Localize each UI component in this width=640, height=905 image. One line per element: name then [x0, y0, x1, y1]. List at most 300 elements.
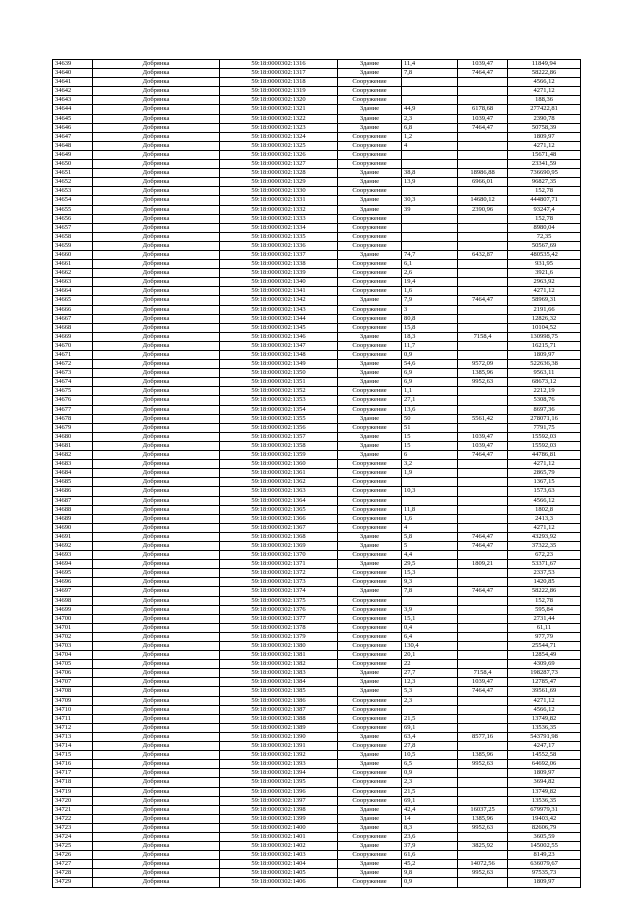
locality-cell: Добрянка — [93, 469, 220, 478]
locality-cell: Добрянка — [93, 341, 220, 350]
area-cell: 7,9 — [402, 296, 458, 305]
row-number-cell: 34692 — [53, 541, 93, 550]
row-number-cell: 34721 — [53, 805, 93, 814]
object-type-cell: Сооружение — [338, 696, 402, 705]
area-cell: 27,8 — [402, 742, 458, 751]
locality-cell: Добрянка — [93, 587, 220, 596]
cadastral-number-cell: 59:18:0000302:1343 — [220, 305, 338, 314]
cadastral-number-cell: 59:18:0000302:1338 — [220, 260, 338, 269]
object-type-cell: Сооружение — [338, 787, 402, 796]
row-number-cell: 34703 — [53, 642, 93, 651]
locality-cell: Добрянка — [93, 314, 220, 323]
area-cell: 21,5 — [402, 714, 458, 723]
unit-value-cell: 7464,47 — [458, 532, 508, 541]
locality-cell: Добрянка — [93, 378, 220, 387]
table-row — [53, 351, 581, 360]
registry-table-page — [52, 59, 580, 888]
area-cell: 15,3 — [402, 569, 458, 578]
row-number-cell: 34728 — [53, 869, 93, 878]
area-cell — [402, 496, 458, 505]
row-number-cell: 34663 — [53, 278, 93, 287]
table-row — [53, 260, 581, 269]
table-row — [53, 478, 581, 487]
row-number-cell: 34639 — [53, 60, 93, 69]
unit-value-cell: 7464,47 — [458, 123, 508, 132]
row-number-cell: 34690 — [53, 523, 93, 532]
registry-table — [52, 59, 581, 888]
unit-value-cell: 16037,25 — [458, 805, 508, 814]
row-number-cell: 34677 — [53, 405, 93, 414]
cadastral-value-cell: 44786,81 — [508, 451, 581, 460]
cadastral-number-cell: 59:18:0000302:1331 — [220, 196, 338, 205]
area-cell: 63,4 — [402, 732, 458, 741]
cadastral-value-cell: 58222,86 — [508, 587, 581, 596]
cadastral-number-cell: 59:18:0000302:1362 — [220, 478, 338, 487]
area-cell: 4 — [402, 523, 458, 532]
area-cell: 69,1 — [402, 796, 458, 805]
object-type-cell: Здание — [338, 414, 402, 423]
table-row — [53, 396, 581, 405]
area-cell: 1,9 — [402, 469, 458, 478]
cadastral-number-cell: 59:18:0000302:1377 — [220, 614, 338, 623]
cadastral-value-cell: 43293,92 — [508, 532, 581, 541]
area-cell: 42,4 — [402, 805, 458, 814]
table-row — [53, 769, 581, 778]
row-number-cell: 34687 — [53, 496, 93, 505]
cadastral-value-cell: 4247,17 — [508, 742, 581, 751]
object-type-cell: Здание — [338, 805, 402, 814]
row-number-cell: 34727 — [53, 860, 93, 869]
cadastral-value-cell: 10104,52 — [508, 323, 581, 332]
cadastral-number-cell: 59:18:0000302:1337 — [220, 250, 338, 259]
object-type-cell: Сооружение — [338, 778, 402, 787]
area-cell: 39 — [402, 205, 458, 214]
cadastral-number-cell: 59:18:0000302:1329 — [220, 178, 338, 187]
cadastral-value-cell: 14552,58 — [508, 751, 581, 760]
object-type-cell: Здание — [338, 178, 402, 187]
table-row — [53, 169, 581, 178]
locality-cell: Добрянка — [93, 541, 220, 550]
object-type-cell: Сооружение — [338, 769, 402, 778]
unit-value-cell — [458, 660, 508, 669]
row-number-cell: 34697 — [53, 587, 93, 596]
object-type-cell: Сооружение — [338, 514, 402, 523]
cadastral-number-cell: 59:18:0000302:1352 — [220, 387, 338, 396]
cadastral-value-cell: 97535,73 — [508, 869, 581, 878]
object-type-cell: Сооружение — [338, 314, 402, 323]
cadastral-number-cell: 59:18:0000302:1392 — [220, 751, 338, 760]
table-row — [53, 196, 581, 205]
row-number-cell: 34688 — [53, 505, 93, 514]
row-number-cell: 34644 — [53, 105, 93, 114]
unit-value-cell: 6966,01 — [458, 178, 508, 187]
cadastral-number-cell: 59:18:0000302:1347 — [220, 341, 338, 350]
cadastral-number-cell: 59:18:0000302:1321 — [220, 105, 338, 114]
cadastral-value-cell: 37322,35 — [508, 541, 581, 550]
locality-cell: Добрянка — [93, 296, 220, 305]
cadastral-value-cell: 736690,95 — [508, 169, 581, 178]
row-number-cell: 34674 — [53, 378, 93, 387]
area-cell: 9,3 — [402, 578, 458, 587]
row-number-cell: 34714 — [53, 742, 93, 751]
unit-value-cell — [458, 742, 508, 751]
unit-value-cell — [458, 87, 508, 96]
object-type-cell: Здание — [338, 687, 402, 696]
row-number-cell: 34660 — [53, 250, 93, 259]
cadastral-value-cell: 152,78 — [508, 187, 581, 196]
cadastral-value-cell: 4271,12 — [508, 87, 581, 96]
cadastral-value-cell: 72,35 — [508, 232, 581, 241]
table-row — [53, 269, 581, 278]
cadastral-number-cell: 59:18:0000302:1365 — [220, 505, 338, 514]
table-row — [53, 278, 581, 287]
cadastral-number-cell: 59:18:0000302:1386 — [220, 696, 338, 705]
object-type-cell: Здание — [338, 587, 402, 596]
cadastral-number-cell: 59:18:0000302:1370 — [220, 551, 338, 560]
unit-value-cell — [458, 341, 508, 350]
cadastral-number-cell: 59:18:0000302:1390 — [220, 732, 338, 741]
unit-value-cell — [458, 778, 508, 787]
locality-cell: Добрянка — [93, 60, 220, 69]
object-type-cell: Сооружение — [338, 232, 402, 241]
area-cell: 15 — [402, 441, 458, 450]
area-cell: 20,1 — [402, 651, 458, 660]
cadastral-number-cell: 59:18:0000302:1323 — [220, 123, 338, 132]
area-cell: 27,7 — [402, 669, 458, 678]
area-cell: 15,1 — [402, 614, 458, 623]
object-type-cell: Сооружение — [338, 505, 402, 514]
object-type-cell: Здание — [338, 105, 402, 114]
object-type-cell: Здание — [338, 296, 402, 305]
row-number-cell: 34682 — [53, 451, 93, 460]
cadastral-value-cell: 130998,75 — [508, 332, 581, 341]
table-row — [53, 678, 581, 687]
locality-cell: Добрянка — [93, 451, 220, 460]
cadastral-number-cell: 59:18:0000302:1355 — [220, 414, 338, 423]
unit-value-cell — [458, 96, 508, 105]
object-type-cell: Здание — [338, 205, 402, 214]
area-cell: 1,6 — [402, 514, 458, 523]
cadastral-value-cell: 13536,35 — [508, 723, 581, 732]
locality-cell: Добрянка — [93, 87, 220, 96]
cadastral-value-cell: 68673,12 — [508, 378, 581, 387]
cadastral-value-cell: 12826,32 — [508, 314, 581, 323]
table-row — [53, 842, 581, 851]
cadastral-value-cell: 7791,75 — [508, 423, 581, 432]
object-type-cell: Здание — [338, 332, 402, 341]
table-row — [53, 160, 581, 169]
object-type-cell: Сооружение — [338, 423, 402, 432]
object-type-cell: Здание — [338, 114, 402, 123]
unit-value-cell: 9952,63 — [458, 869, 508, 878]
cadastral-value-cell: 152,78 — [508, 596, 581, 605]
cadastral-number-cell: 59:18:0000302:1381 — [220, 651, 338, 660]
cadastral-number-cell: 59:18:0000302:1360 — [220, 460, 338, 469]
cadastral-number-cell: 59:18:0000302:1373 — [220, 578, 338, 587]
locality-cell: Добрянка — [93, 669, 220, 678]
row-number-cell: 34670 — [53, 341, 93, 350]
table-row — [53, 360, 581, 369]
locality-cell: Добрянка — [93, 223, 220, 232]
cadastral-number-cell: 59:18:0000302:1404 — [220, 860, 338, 869]
row-number-cell: 34707 — [53, 678, 93, 687]
row-number-cell: 34672 — [53, 360, 93, 369]
locality-cell: Добрянка — [93, 232, 220, 241]
area-cell: 69,1 — [402, 723, 458, 732]
table-row — [53, 87, 581, 96]
cadastral-number-cell: 59:18:0000302:1353 — [220, 396, 338, 405]
object-type-cell: Сооружение — [338, 241, 402, 250]
cadastral-value-cell: 1367,15 — [508, 478, 581, 487]
unit-value-cell — [458, 405, 508, 414]
row-number-cell: 34706 — [53, 669, 93, 678]
object-type-cell: Здание — [338, 60, 402, 69]
locality-cell: Добрянка — [93, 78, 220, 87]
cadastral-number-cell: 59:18:0000302:1335 — [220, 232, 338, 241]
unit-value-cell — [458, 769, 508, 778]
cadastral-number-cell: 59:18:0000302:1405 — [220, 869, 338, 878]
table-row — [53, 441, 581, 450]
locality-cell: Добрянка — [93, 778, 220, 787]
unit-value-cell — [458, 260, 508, 269]
row-number-cell: 34705 — [53, 660, 93, 669]
unit-value-cell: 1039,47 — [458, 678, 508, 687]
cadastral-number-cell: 59:18:0000302:1391 — [220, 742, 338, 751]
locality-cell: Добрянка — [93, 696, 220, 705]
locality-cell: Добрянка — [93, 432, 220, 441]
table-row — [53, 369, 581, 378]
unit-value-cell — [458, 496, 508, 505]
object-type-cell: Здание — [338, 360, 402, 369]
area-cell: 8,3 — [402, 823, 458, 832]
unit-value-cell: 2390,96 — [458, 205, 508, 214]
cadastral-value-cell: 11849,94 — [508, 60, 581, 69]
cadastral-value-cell: 82606,79 — [508, 823, 581, 832]
object-type-cell: Здание — [338, 441, 402, 450]
object-type-cell: Здание — [338, 451, 402, 460]
row-number-cell: 34718 — [53, 778, 93, 787]
row-number-cell: 34712 — [53, 723, 93, 732]
object-type-cell: Здание — [338, 432, 402, 441]
locality-cell: Добрянка — [93, 723, 220, 732]
area-cell: 2,3 — [402, 696, 458, 705]
object-type-cell: Здание — [338, 560, 402, 569]
area-cell — [402, 78, 458, 87]
area-cell: 10,3 — [402, 487, 458, 496]
object-type-cell: Сооружение — [338, 187, 402, 196]
table-row — [53, 514, 581, 523]
table-row — [53, 287, 581, 296]
unit-value-cell — [458, 269, 508, 278]
table-row — [53, 387, 581, 396]
table-row — [53, 414, 581, 423]
table-row — [53, 878, 581, 887]
area-cell: 12,3 — [402, 678, 458, 687]
locality-cell: Добрянка — [93, 278, 220, 287]
locality-cell: Добрянка — [93, 623, 220, 632]
cadastral-number-cell: 59:18:0000302:1327 — [220, 160, 338, 169]
area-cell: 7,8 — [402, 587, 458, 596]
unit-value-cell — [458, 523, 508, 532]
unit-value-cell: 7158,4 — [458, 332, 508, 341]
table-row — [53, 869, 581, 878]
object-type-cell: Сооружение — [338, 387, 402, 396]
row-number-cell: 34655 — [53, 205, 93, 214]
object-type-cell: Здание — [338, 842, 402, 851]
cadastral-number-cell: 59:18:0000302:1318 — [220, 78, 338, 87]
table-row — [53, 860, 581, 869]
table-row — [53, 551, 581, 560]
locality-cell: Добрянка — [93, 569, 220, 578]
cadastral-number-cell: 59:18:0000302:1322 — [220, 114, 338, 123]
cadastral-value-cell: 4566,12 — [508, 705, 581, 714]
unit-value-cell: 7464,47 — [458, 69, 508, 78]
object-type-cell: Сооружение — [338, 87, 402, 96]
cadastral-number-cell: 59:18:0000302:1351 — [220, 378, 338, 387]
object-type-cell: Сооружение — [338, 496, 402, 505]
cadastral-value-cell: 1420,85 — [508, 578, 581, 587]
table-row — [53, 432, 581, 441]
object-type-cell: Сооружение — [338, 851, 402, 860]
cadastral-value-cell: 636079,67 — [508, 860, 581, 869]
table-row — [53, 469, 581, 478]
locality-cell: Добрянка — [93, 387, 220, 396]
unit-value-cell — [458, 150, 508, 159]
cadastral-number-cell: 59:18:0000302:1354 — [220, 405, 338, 414]
cadastral-number-cell: 59:18:0000302:1348 — [220, 351, 338, 360]
object-type-cell: Сооружение — [338, 269, 402, 278]
table-row — [53, 605, 581, 614]
cadastral-number-cell: 59:18:0000302:1359 — [220, 451, 338, 460]
object-type-cell: Сооружение — [338, 278, 402, 287]
cadastral-value-cell: 543791,98 — [508, 732, 581, 741]
locality-cell: Добрянка — [93, 651, 220, 660]
cadastral-number-cell: 59:18:0000302:1367 — [220, 523, 338, 532]
locality-cell: Добрянка — [93, 578, 220, 587]
area-cell: 11,8 — [402, 505, 458, 514]
unit-value-cell — [458, 460, 508, 469]
area-cell: 23,6 — [402, 832, 458, 841]
unit-value-cell — [458, 487, 508, 496]
unit-value-cell — [458, 614, 508, 623]
cadastral-number-cell: 59:18:0000302:1403 — [220, 851, 338, 860]
object-type-cell: Сооружение — [338, 596, 402, 605]
cadastral-value-cell: 50567,69 — [508, 241, 581, 250]
row-number-cell: 34717 — [53, 769, 93, 778]
area-cell: 30,3 — [402, 196, 458, 205]
unit-value-cell — [458, 642, 508, 651]
area-cell: 6 — [402, 451, 458, 460]
cadastral-value-cell: 53371,67 — [508, 560, 581, 569]
cadastral-value-cell: 8149,23 — [508, 851, 581, 860]
table-row — [53, 778, 581, 787]
unit-value-cell: 3825,92 — [458, 842, 508, 851]
table-row — [53, 814, 581, 823]
area-cell: 29,5 — [402, 560, 458, 569]
cadastral-number-cell: 59:18:0000302:1375 — [220, 596, 338, 605]
row-number-cell: 34678 — [53, 414, 93, 423]
unit-value-cell: 9952,63 — [458, 760, 508, 769]
cadastral-number-cell: 59:18:0000302:1368 — [220, 532, 338, 541]
cadastral-value-cell: 13749,82 — [508, 787, 581, 796]
unit-value-cell — [458, 632, 508, 641]
cadastral-number-cell: 59:18:0000302:1400 — [220, 823, 338, 832]
area-cell: 37,9 — [402, 842, 458, 851]
cadastral-number-cell: 59:18:0000302:1317 — [220, 69, 338, 78]
unit-value-cell — [458, 160, 508, 169]
object-type-cell: Сооружение — [338, 223, 402, 232]
area-cell: 13,9 — [402, 178, 458, 187]
table-row — [53, 232, 581, 241]
cadastral-value-cell: 444807,71 — [508, 196, 581, 205]
object-type-cell: Здание — [338, 823, 402, 832]
object-type-cell: Сооружение — [338, 569, 402, 578]
cadastral-number-cell: 59:18:0000302:1383 — [220, 669, 338, 678]
area-cell: 6,9 — [402, 369, 458, 378]
object-type-cell: Сооружение — [338, 160, 402, 169]
locality-cell: Добрянка — [93, 105, 220, 114]
table-row — [53, 451, 581, 460]
row-number-cell: 34645 — [53, 114, 93, 123]
cadastral-value-cell: 25544,71 — [508, 642, 581, 651]
table-row — [53, 105, 581, 114]
row-number-cell: 34669 — [53, 332, 93, 341]
object-type-cell: Здание — [338, 760, 402, 769]
object-type-cell: Сооружение — [338, 260, 402, 269]
cadastral-number-cell: 59:18:0000302:1374 — [220, 587, 338, 596]
row-number-cell: 34667 — [53, 314, 93, 323]
unit-value-cell — [458, 423, 508, 432]
cadastral-number-cell: 59:18:0000302:1325 — [220, 141, 338, 150]
cadastral-value-cell: 1809,97 — [508, 769, 581, 778]
area-cell — [402, 596, 458, 605]
locality-cell: Добрянка — [93, 187, 220, 196]
locality-cell: Добрянка — [93, 832, 220, 841]
table-row — [53, 623, 581, 632]
unit-value-cell — [458, 387, 508, 396]
unit-value-cell: 9952,63 — [458, 378, 508, 387]
row-number-cell: 34668 — [53, 323, 93, 332]
row-number-cell: 34641 — [53, 78, 93, 87]
row-number-cell: 34671 — [53, 351, 93, 360]
cadastral-value-cell: 3694,82 — [508, 778, 581, 787]
row-number-cell: 34700 — [53, 614, 93, 623]
area-cell: 2,3 — [402, 114, 458, 123]
table-row — [53, 614, 581, 623]
area-cell: 27,1 — [402, 396, 458, 405]
table-row — [53, 696, 581, 705]
area-cell: 3,2 — [402, 460, 458, 469]
cadastral-number-cell: 59:18:0000302:1336 — [220, 241, 338, 250]
cadastral-value-cell: 12854,49 — [508, 651, 581, 660]
unit-value-cell: 7158,4 — [458, 669, 508, 678]
unit-value-cell — [458, 696, 508, 705]
area-cell: 14 — [402, 814, 458, 823]
unit-value-cell: 14680,12 — [458, 196, 508, 205]
locality-cell: Добрянка — [93, 287, 220, 296]
unit-value-cell: 18986,88 — [458, 169, 508, 178]
object-type-cell: Сооружение — [338, 551, 402, 560]
cadastral-number-cell: 59:18:0000302:1344 — [220, 314, 338, 323]
object-type-cell: Сооружение — [338, 469, 402, 478]
table-row — [53, 660, 581, 669]
cadastral-value-cell: 595,84 — [508, 605, 581, 614]
table-row — [53, 60, 581, 69]
cadastral-value-cell: 4271,12 — [508, 141, 581, 150]
row-number-cell: 34686 — [53, 487, 93, 496]
row-number-cell: 34652 — [53, 178, 93, 187]
cadastral-value-cell: 64692,06 — [508, 760, 581, 769]
